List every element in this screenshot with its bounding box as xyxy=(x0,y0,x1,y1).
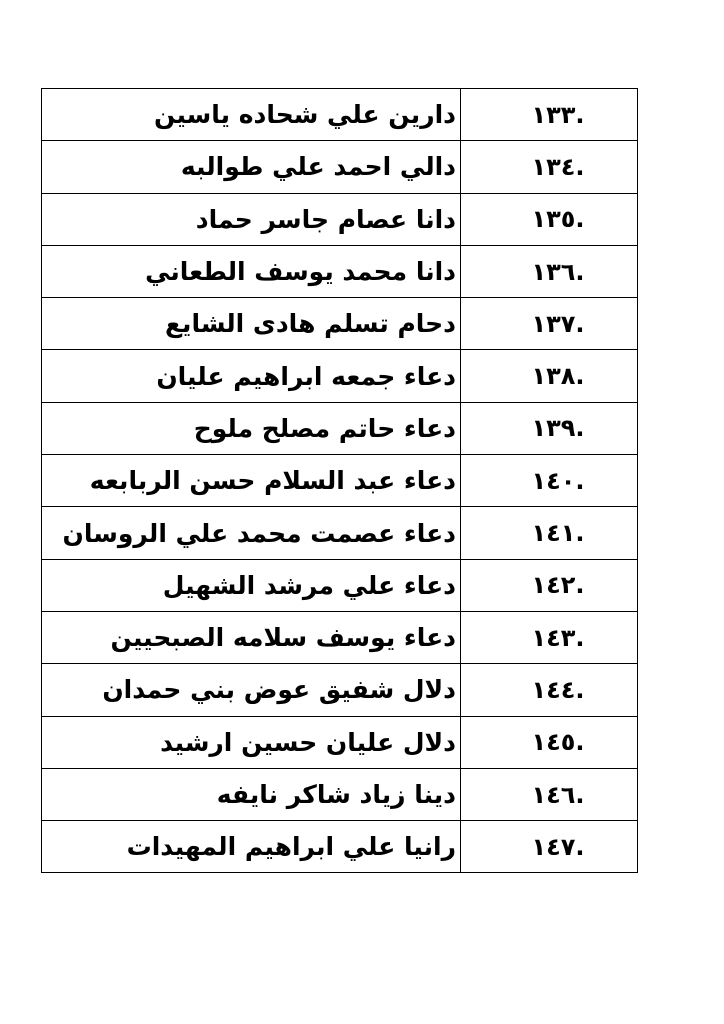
person-name: دارين علي شحاده ياسين xyxy=(42,89,461,141)
row-number: .١٣٩ xyxy=(461,402,638,454)
row-number: .١٤١ xyxy=(461,507,638,559)
person-name: دعاء جمعه ابراهيم عليان xyxy=(42,350,461,402)
person-name: دانا عصام جاسر حماد xyxy=(42,193,461,245)
person-name: دلال شفيق عوض بني حمدان xyxy=(42,664,461,716)
table-row xyxy=(42,193,638,245)
table-row xyxy=(42,141,638,193)
table-row xyxy=(42,821,638,873)
row-number: .١٤٥ xyxy=(461,716,638,768)
table-row xyxy=(42,350,638,402)
row-number: .١٤٧ xyxy=(461,821,638,873)
row-number: .١٤٠ xyxy=(461,455,638,507)
person-name: دعاء حاتم مصلح ملوح xyxy=(42,402,461,454)
table-row xyxy=(42,664,638,716)
person-name: دلال عليان حسين ارشيد xyxy=(42,716,461,768)
row-number: .١٤٤ xyxy=(461,664,638,716)
row-number: .١٣٥ xyxy=(461,193,638,245)
table-row xyxy=(42,298,638,350)
table-row xyxy=(42,559,638,611)
person-name: دحام تسلم هادى الشايع xyxy=(42,298,461,350)
person-name: دينا زياد شاكر نايفه xyxy=(42,768,461,820)
person-name: رانيا علي ابراهيم المهيدات xyxy=(42,821,461,873)
person-name: دالي احمد علي طوالبه xyxy=(42,141,461,193)
names-table xyxy=(41,88,638,873)
table-row xyxy=(42,89,638,141)
table-row xyxy=(42,245,638,297)
table-row xyxy=(42,402,638,454)
person-name: دعاء يوسف سلامه الصبحيين xyxy=(42,611,461,663)
person-name: دعاء عصمت محمد علي الروسان xyxy=(42,507,461,559)
row-number: .١٤٣ xyxy=(461,611,638,663)
table-row xyxy=(42,455,638,507)
person-name: دعاء علي مرشد الشهيل xyxy=(42,559,461,611)
row-number: .١٤٢ xyxy=(461,559,638,611)
row-number: .١٣٤ xyxy=(461,141,638,193)
person-name: دانا محمد يوسف الطعاني xyxy=(42,245,461,297)
table-row xyxy=(42,768,638,820)
person-name: دعاء عبد السلام حسن الربابعه xyxy=(42,455,461,507)
row-number: .١٣٨ xyxy=(461,350,638,402)
table-row xyxy=(42,716,638,768)
row-number: .١٣٣ xyxy=(461,89,638,141)
table-row xyxy=(42,507,638,559)
row-number: .١٤٦ xyxy=(461,768,638,820)
table-row xyxy=(42,611,638,663)
row-number: .١٣٦ xyxy=(461,245,638,297)
row-number: .١٣٧ xyxy=(461,298,638,350)
